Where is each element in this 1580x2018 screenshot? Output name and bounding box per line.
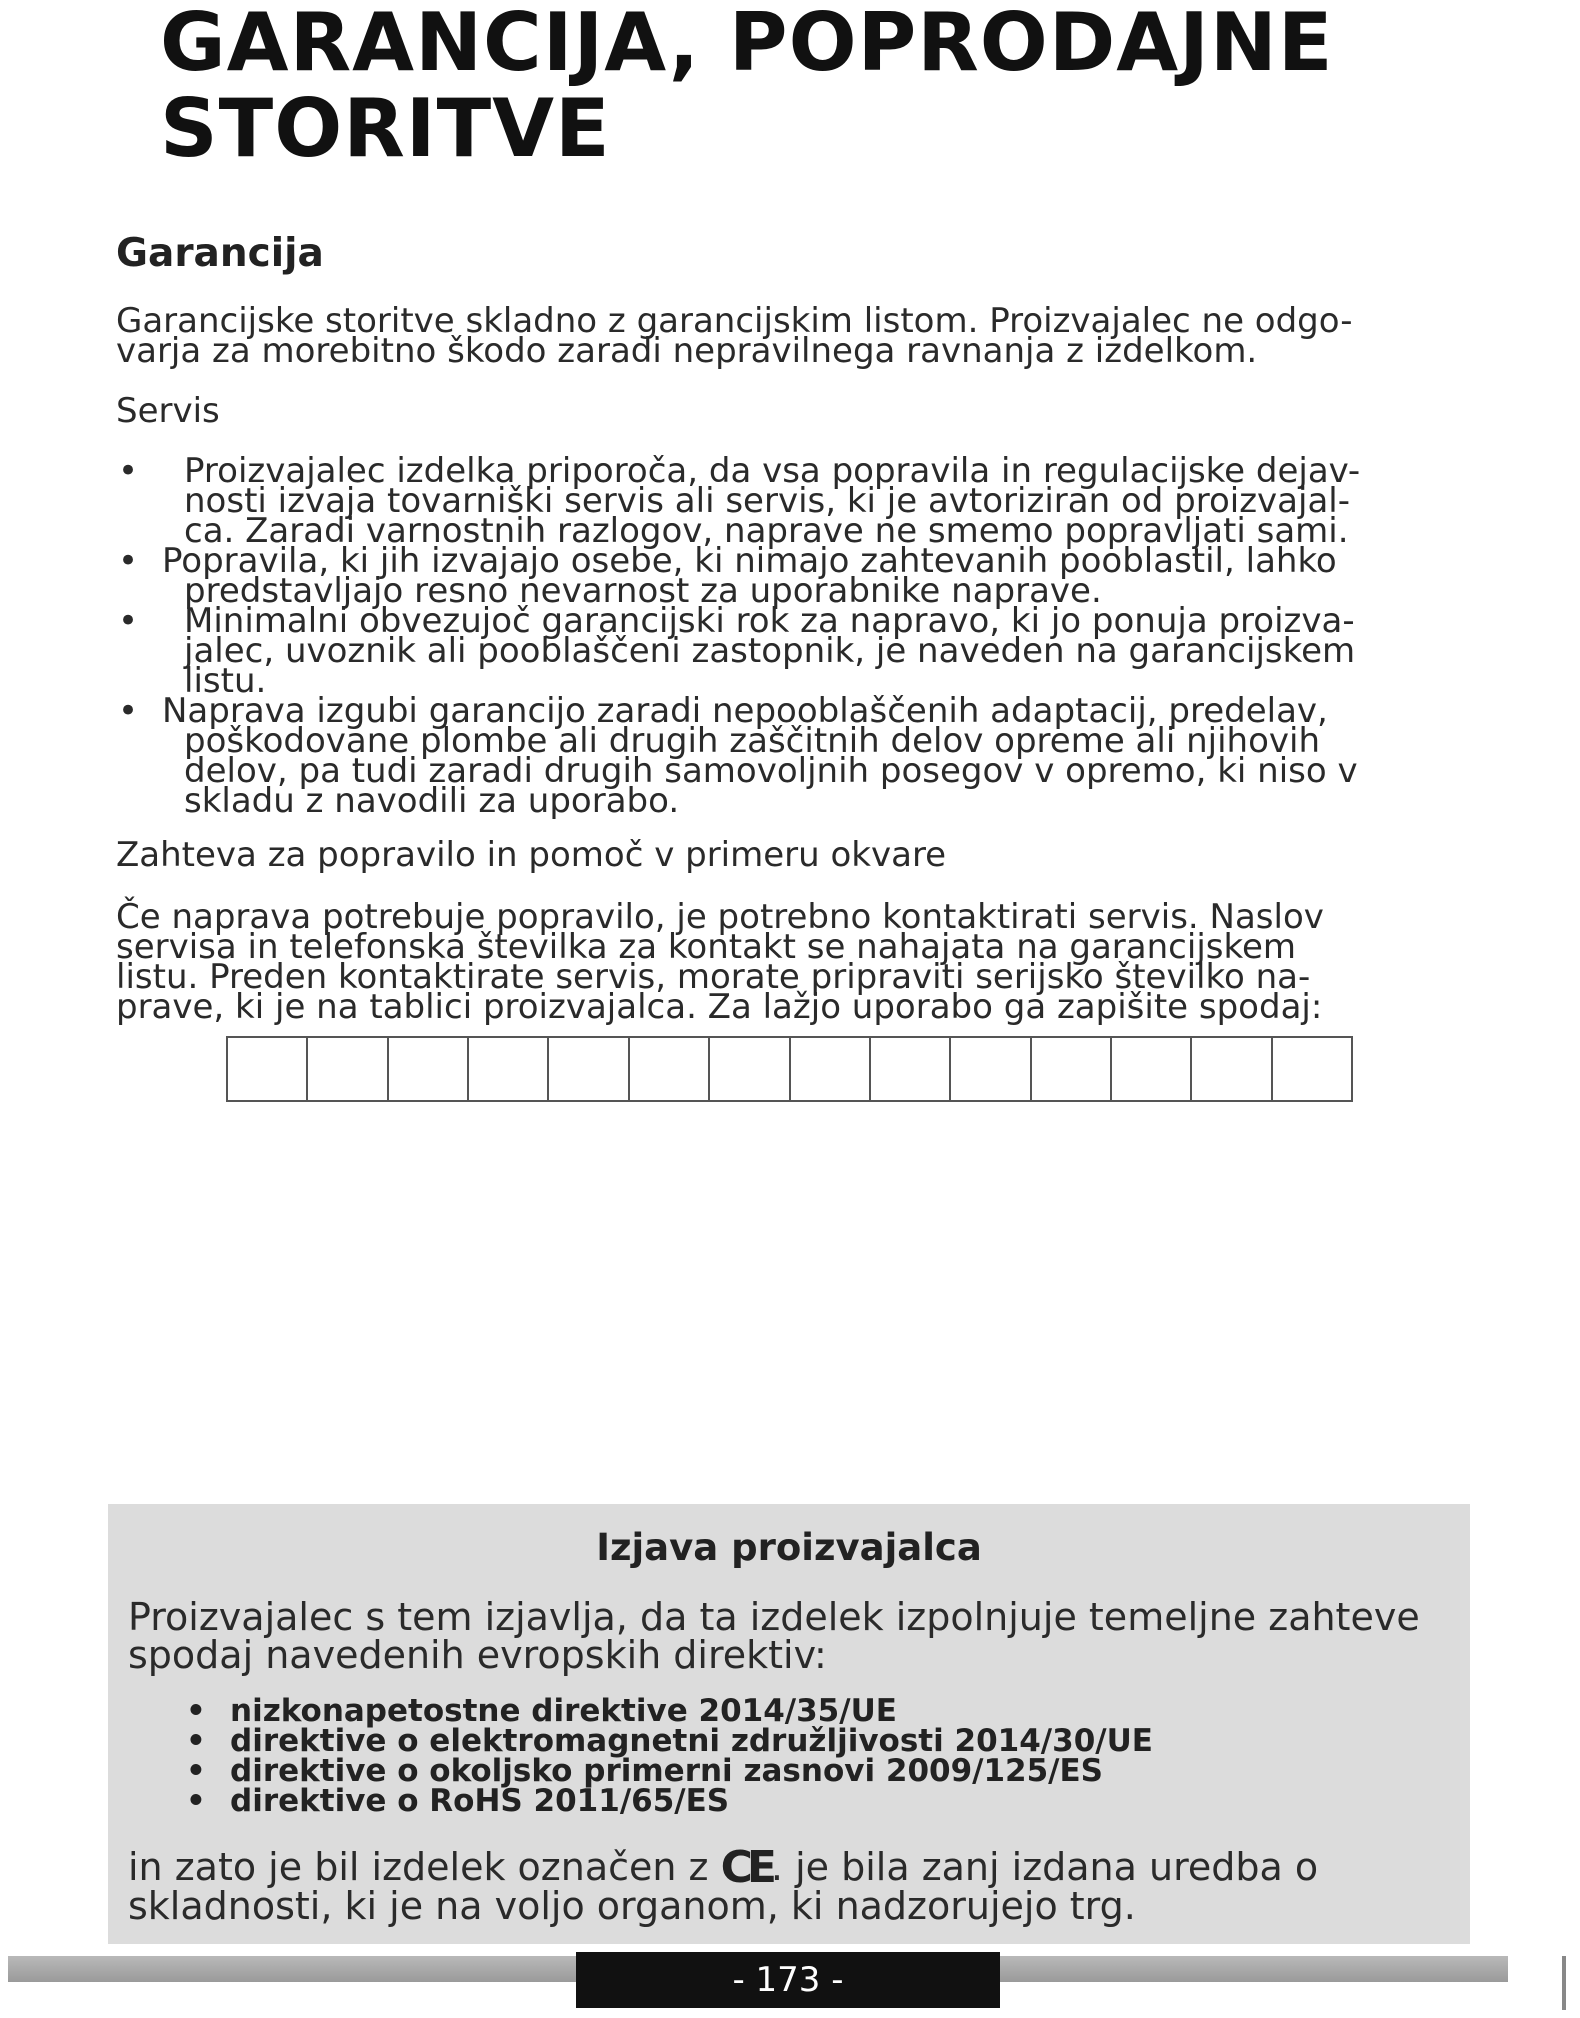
directive-label: nizkonapetostne direktive 2014/35/UE — [230, 1693, 897, 1729]
bullet-line: nosti izvaja tovarniški servis ali servis, ki je avtoriziran od proizvajal- — [184, 481, 1350, 521]
bullet-line: delov, pa tudi zaradi drugih samovoljnih posegov v opremo, ki niso v — [184, 751, 1358, 791]
repair-text-line: Če naprava potrebuje popravilo, je potrebno kontaktirati servis. Naslov — [116, 897, 1324, 937]
servis-label: Servis — [116, 391, 220, 431]
bullet-line: poškodovane plombe ali drugih zaščitnih delov opreme ali njihovih — [184, 721, 1320, 761]
bullet-icon: • — [186, 1753, 206, 1789]
directive-label: direktive o RoHS 2011/65/ES — [230, 1783, 730, 1819]
declaration-footer — [128, 1842, 1448, 1928]
bullet-line: jalec, uvoznik ali pooblaščeni zastopnik, je naveden na garancijskem — [184, 631, 1356, 671]
repair-text-line: prave, ki je na tablici proizvajalca. Za lažjo uporabo ga zapišite spodaj: — [116, 987, 1323, 1027]
bullet-icon: • — [186, 1783, 206, 1819]
declaration-text-line: Proizvajalec s tem izjavlja, da ta izdelek izpolnjuje temeljne zahteve — [128, 1595, 1420, 1639]
page-number: - 173 - — [576, 1952, 1000, 2008]
declaration-footer-text: in zato je bil izdelek označen z — [128, 1845, 721, 1889]
directive-item — [186, 1783, 1446, 1819]
warranty-heading: Garancija — [116, 231, 324, 276]
repair-request-text — [116, 897, 1476, 1027]
serial-number-cell — [710, 1038, 790, 1100]
directive-item — [186, 1693, 1446, 1729]
manufacturer-declaration — [108, 1504, 1470, 1944]
bullet-line: Popravila, ki jih izvajajo osebe, ki nimajo zahtevanih pooblastil, lahko — [162, 541, 1337, 581]
directive-item — [186, 1753, 1446, 1789]
page-title — [160, 0, 1460, 175]
declaration-text — [128, 1595, 1448, 1677]
serial-number-cell — [630, 1038, 710, 1100]
service-bullet-item — [116, 691, 1476, 821]
bullet-icon: • — [118, 541, 139, 581]
bullet-line: Naprava izgubi garancijo zaradi nepooblaščenih adaptacij, predelav, — [162, 691, 1328, 731]
bullet-line: Proizvajalec izdelka priporoča, da vsa popravila in regulacijske dejav- — [184, 451, 1361, 491]
service-bullet-item — [116, 601, 1476, 701]
service-bullet-item — [116, 541, 1476, 611]
serial-number-box — [226, 1036, 1353, 1102]
serial-number-cell — [951, 1038, 1031, 1100]
serial-number-cell — [1032, 1038, 1112, 1100]
serial-number-cell — [1192, 1038, 1272, 1100]
serial-number-cell — [871, 1038, 951, 1100]
declaration-text-line: spodaj navedenih evropskih direktiv: — [128, 1633, 827, 1677]
page-title-line-1: GARANCIJA, POPRODAJNE — [160, 0, 1334, 89]
page-edge-mark — [1562, 1956, 1566, 2010]
directive-label: direktive o okoljsko primerni zasnovi 2009/125/ES — [230, 1753, 1104, 1789]
serial-number-cell — [1112, 1038, 1192, 1100]
warranty-intro — [116, 301, 1476, 371]
repair-request-heading: Zahteva za popravilo in pomoč v primeru okvare — [116, 835, 947, 875]
declaration-title: Izjava proizvajalca — [596, 1526, 982, 1569]
bullet-line: Minimalni obvezujoč garancijski rok za napravo, ki jo ponuja proizva- — [184, 601, 1355, 641]
declaration-footer-line: skladnosti, ki je na voljo organom, ki nadzorujejo trg. — [128, 1884, 1136, 1928]
serial-number-cell — [791, 1038, 871, 1100]
serial-number-cell — [469, 1038, 549, 1100]
bullet-line: ca. Zaradi varnostnih razlogov, naprave ne smemo popravljati sami. — [184, 511, 1349, 551]
serial-number-cell — [308, 1038, 388, 1100]
page-title-line-2: STORITVE — [160, 82, 611, 175]
bullet-line: listu. — [184, 661, 267, 701]
directive-label: direktive o elektromagnetni združljivosti 2014/30/UE — [230, 1723, 1153, 1759]
bullet-icon: • — [118, 451, 139, 491]
directive-item — [186, 1723, 1446, 1759]
bullet-icon: • — [118, 601, 139, 641]
service-bullet-list — [116, 451, 1476, 821]
warranty-intro-line-1: Garancijske storitve skladno z garancijskim listom. Proizvajalec ne odgo- — [116, 301, 1353, 341]
bullet-line: predstavljajo resno nevarnost za uporabnike naprave. — [184, 571, 1102, 611]
warranty-intro-line-2: varja za morebitno škodo zaradi nepravilnega ravnanja z izdelkom. — [116, 331, 1258, 371]
bullet-icon: • — [186, 1723, 206, 1759]
directive-list — [186, 1693, 1446, 1819]
declaration-footer-text: . je bila zanj izdana uredba o — [770, 1845, 1319, 1889]
repair-text-line: listu. Preden kontaktirate servis, morate pripraviti serijsko številko na- — [116, 957, 1311, 997]
bullet-line: skladu z navodili za uporabo. — [184, 781, 680, 821]
repair-text-line: servisa in telefonska številka za kontakt se nahajata na garancijskem — [116, 927, 1296, 967]
serial-number-cell — [1273, 1038, 1351, 1100]
serial-number-cell — [549, 1038, 629, 1100]
serial-number-cell — [228, 1038, 308, 1100]
service-bullet-item — [116, 451, 1476, 551]
bullet-icon: • — [118, 691, 139, 731]
bullet-icon: • — [186, 1693, 206, 1729]
serial-number-cell — [389, 1038, 469, 1100]
ce-mark-icon: CE — [720, 1842, 771, 1893]
